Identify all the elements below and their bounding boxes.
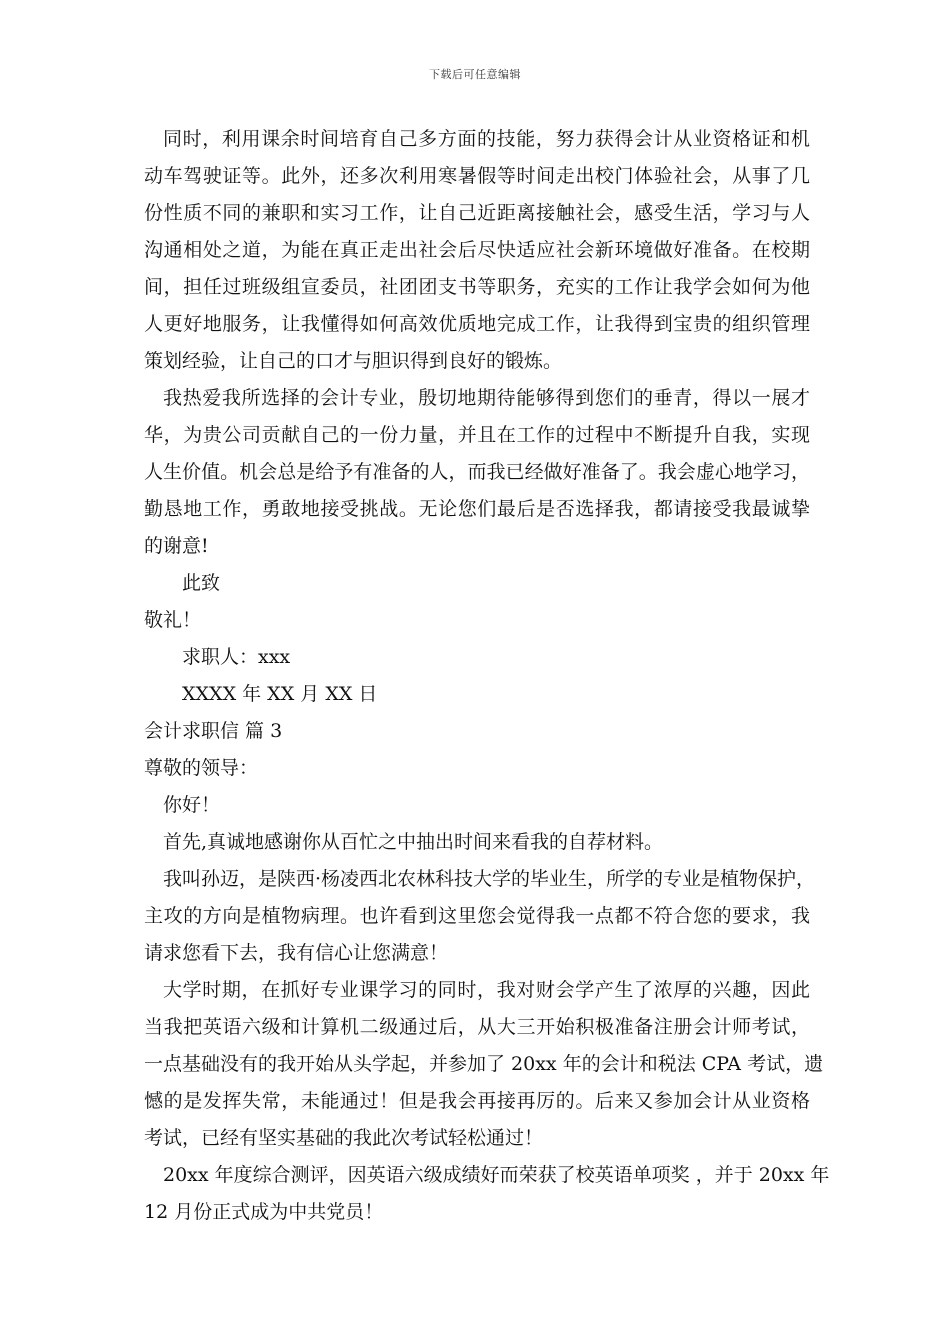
text-line: 我叫孙迈，是陕西·杨凌西北农林科技大学的毕业生，所学的专业是植物保护， (163, 868, 816, 890)
text-line: 请求您看下去，我有信心让您满意！ (144, 942, 449, 964)
text-line: 动车驾驶证等。此外，还多次利用寒暑假等时间走出校门体验社会，从事了几 (144, 165, 810, 187)
text-line: 你好！ (163, 794, 221, 816)
text-line: XXXX 年 XX 月 XX 日 (182, 683, 378, 705)
text-line: 主攻的方向是植物病理。也许看到这里您会觉得我一点都不符合您的要求，我 (144, 905, 810, 927)
text-line: 12 月份正式成为中共党员！ (144, 1201, 384, 1223)
text-line: 考试，已经有坚实基础的我此次考试轻松通过！ (144, 1127, 544, 1149)
text-line: 此致 (182, 572, 221, 594)
text-line: 首先,真诚地感谢你从百忙之中抽出时间来看我的自荐材料。 (163, 831, 664, 853)
text-line: 大学时期，在抓好专业课学习的同时，我对财会学产生了浓厚的兴趣，因此 (163, 979, 810, 1001)
text-line: 当我把英语六级和计算机二级通过后，从大三开始积极准备注册会计师考试， (144, 1016, 810, 1038)
text-line: 求职人：xxx (182, 646, 291, 668)
text-line: 策划经验，让自己的口才与胆识得到良好的锻炼。 (144, 350, 563, 372)
text-line: 会计求职信 篇 3 (144, 720, 283, 742)
text-line: 沟通相处之道，为能在真正走出社会后尽快适应社会新环境做好准备。在校期 (144, 239, 810, 261)
text-line: 的谢意! (144, 535, 209, 557)
text-line: 我热爱我所选择的会计专业，殷切地期待能够得到您们的垂青，得以一展才 (163, 387, 810, 409)
text-line: 间，担任过班级组宣委员，社团团支书等职务，充实的工作让我学会如何为他 (144, 276, 810, 298)
text-line: 同时，利用课余时间培育自己多方面的技能，努力获得会计从业资格证和机 (163, 128, 810, 150)
text-line: 华，为贵公司贡献自己的一份力量，并且在工作的过程中不断提升自我，实现 (144, 424, 810, 446)
letter-body (144, 121, 830, 1231)
text-line: 人生价值。机会总是给予有准备的人，而我已经做好准备了。我会虚心地学习， (144, 461, 810, 483)
text-line: 勤恳地工作，勇敢地接受挑战。无论您们最后是否选择我，都请接受我最诚挚 (144, 498, 810, 520)
text-line: 一点基础没有的我开始从头学起，并参加了 20xx 年的会计和税法 CPA 考试，遗 (144, 1053, 824, 1075)
text-line: 份性质不同的兼职和实习工作，让自己近距离接触社会，感受生活，学习与人 (144, 202, 810, 224)
text-line: 憾的是发挥失常，未能通过！但是我会再接再厉的。后来又参加会计从业资格 (144, 1090, 810, 1112)
text-line: 20xx 年度综合测评，因英语六级成绩好而荣获了校英语单项奖 ，并于 20xx 年 (163, 1164, 830, 1186)
text-line: 尊敬的领导： (144, 757, 259, 779)
text-line: 敬礼！ (144, 609, 202, 631)
text-line: 人更好地服务，让我懂得如何高效优质地完成工作，让我得到宝贵的组织管理 (144, 313, 810, 335)
page-header: 下载后可任意编辑 (429, 68, 521, 81)
